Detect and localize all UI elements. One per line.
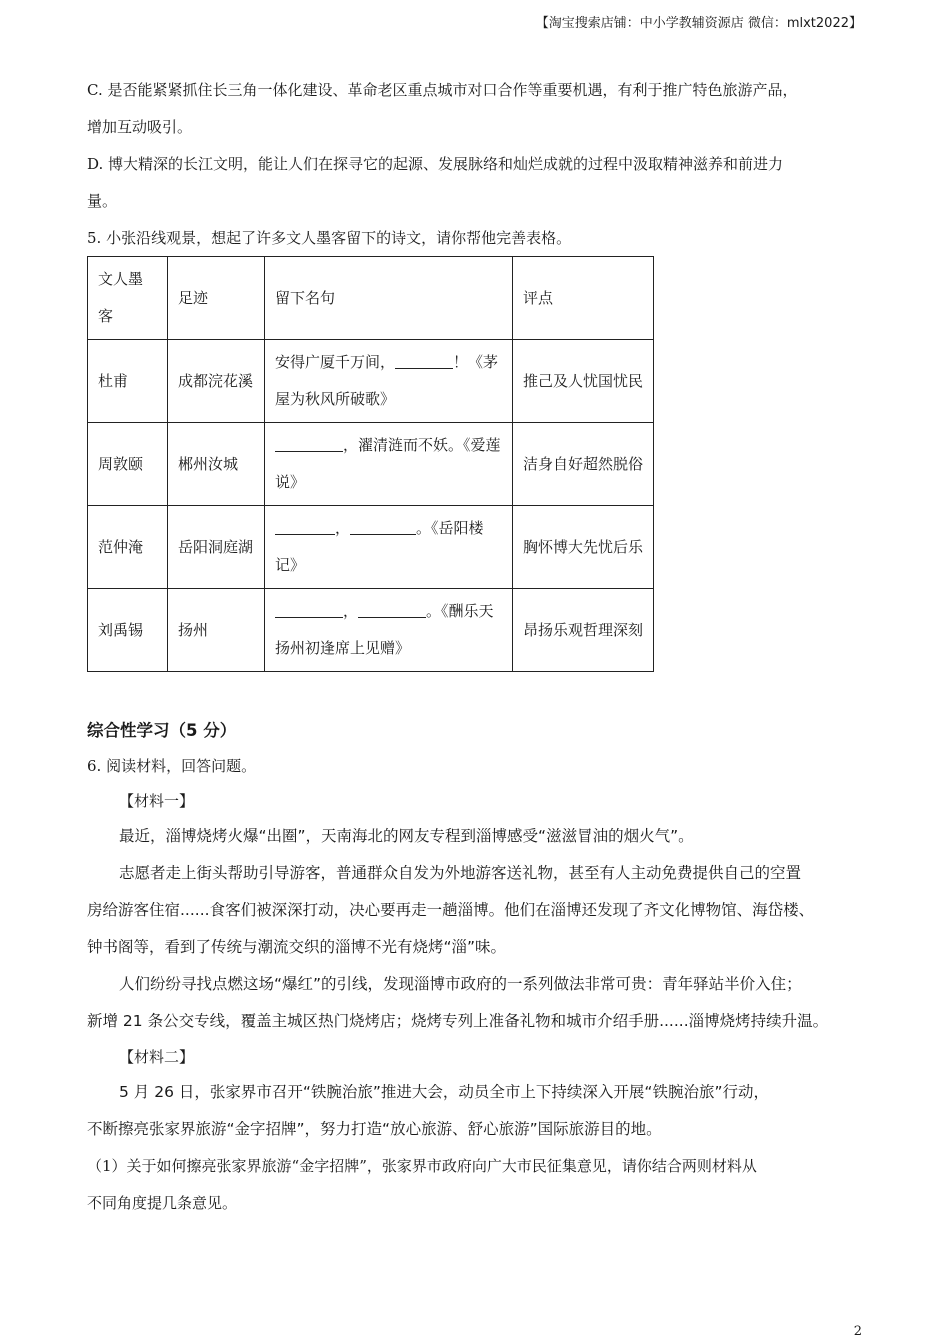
quote-text: 。《酬乐天扬州初逢席上见赠》 [275, 602, 494, 657]
poet-table [87, 256, 654, 672]
quote-text: 。《岳阳楼记》 [275, 519, 484, 574]
comment-cell: 洁身自好超然脱俗 [513, 423, 654, 506]
place-cell: 扬州 [168, 589, 265, 672]
quote-cell [265, 506, 513, 589]
table-row [88, 340, 654, 423]
quote-text: ， [335, 519, 351, 537]
option-c-line1: C. 是否能紧紧抓住长三角一体化建设、革命老区重点城市对口合作等重要机遇，有利于推广特色旅游产品， [87, 81, 798, 99]
material2-paragraph: 不断擦亮张家界旅游“金字招牌”，努力打造“放心旅游、舒心旅游”国际旅游目的地。 [87, 1120, 662, 1138]
header-poet: 文人墨客 [88, 257, 168, 340]
material2-label: 【材料二】 [119, 1048, 195, 1066]
table-row [88, 506, 654, 589]
answer-blank[interactable] [350, 519, 416, 535]
comment-cell: 昂扬乐观哲理深刻 [513, 589, 654, 672]
material1-paragraph: 房给游客住宿......食客们被深深打动，决心要再走一趟淄博。他们在淄博还发现了齐文化博物馆、海岱楼、 [87, 901, 815, 919]
options-block [87, 72, 877, 257]
option-d-line1: D. 博大精深的长江文明，能让人们在探寻它的起源、发展脉络和灿烂成就的过程中汲取精神滋养和前进力 [87, 155, 784, 173]
q5-stem: 5. 小张沿线观景，想起了许多文人墨客留下的诗文，请你帮他完善表格。 [87, 229, 572, 247]
quote-text: ， [343, 602, 359, 620]
place-cell: 岳阳洞庭湖 [168, 506, 265, 589]
answer-blank[interactable] [275, 436, 343, 452]
comment-cell: 胸怀博大先忧后乐 [513, 506, 654, 589]
quote-text: 安得广厦千万间， [275, 353, 396, 371]
table-row [88, 423, 654, 506]
table-header-row [88, 257, 654, 340]
option-d-line2: 量。 [87, 192, 118, 210]
q6-block [87, 748, 877, 1222]
answer-blank[interactable] [275, 519, 335, 535]
poet-cell: 周敦颐 [88, 423, 168, 506]
material1-paragraph: 钟书阁等，看到了传统与潮流交织的淄博不光有烧烤“淄”味。 [87, 938, 507, 956]
comment-cell: 推己及人忧国忧民 [513, 340, 654, 423]
sub-question-1: 不同角度提几条意见。 [87, 1194, 238, 1212]
quote-cell [265, 423, 513, 506]
answer-blank[interactable] [395, 353, 453, 369]
place-cell: 郴州汝城 [168, 423, 265, 506]
material2-paragraph: 5 月 26 日，张家界市召开“铁腕治旅”推进大会，动员全市上下持续深入开展“铁腕治旅”行动， [119, 1083, 769, 1101]
header-place: 足迹 [168, 257, 265, 340]
quote-text: ！《茅屋为秋风所破歌》 [275, 353, 499, 408]
material1-paragraph: 人们纷纷寻找点燃这场“爆红”的引线，发现淄博市政府的一系列做法非常可贵：青年驿站半价入住； [119, 975, 802, 993]
table-row [88, 589, 654, 672]
answer-blank[interactable] [358, 602, 426, 618]
poet-cell: 杜甫 [88, 340, 168, 423]
material1-paragraph: 新增 21 条公交专线，覆盖主城区热门烧烤店；烧烤专列上准备礼物和城市介绍手册......淄博烧烤持续升温。 [87, 1012, 829, 1030]
quote-text: ，濯清涟而不妖。《爱莲说》 [275, 436, 501, 491]
header-comment: 评点 [513, 257, 654, 340]
page-header: 【淘宝搜索店铺：中小学教辅资源店 微信：mlxt2022】 [535, 16, 862, 31]
header-quote: 留下名句 [265, 257, 513, 340]
poet-cell: 范仲淹 [88, 506, 168, 589]
material1-paragraph: 志愿者走上街头帮助引导游客，普通群众自发为外地游客送礼物，甚至有人主动免费提供自己的空置 [119, 864, 802, 882]
quote-cell [265, 340, 513, 423]
material1-paragraph: 最近，淄博烧烤火爆“出圈”，天南海北的网友专程到淄博感受“滋滋冒油的烟火气”。 [119, 827, 694, 845]
q6-stem: 6. 阅读材料，回答问题。 [87, 757, 257, 775]
section-title: 综合性学习（5 分） [87, 721, 237, 740]
page-number: 2 [853, 1324, 862, 1339]
sub-question-1: （1）关于如何擦亮张家界旅游“金字招牌”，张家界市政府向广大市民征集意见，请你结合两则材料从 [87, 1157, 757, 1175]
quote-cell [265, 589, 513, 672]
option-c-line2: 增加互动吸引。 [87, 118, 193, 136]
place-cell: 成都浣花溪 [168, 340, 265, 423]
poet-cell: 刘禹锡 [88, 589, 168, 672]
material1-label: 【材料一】 [119, 792, 195, 810]
answer-blank[interactable] [275, 602, 343, 618]
